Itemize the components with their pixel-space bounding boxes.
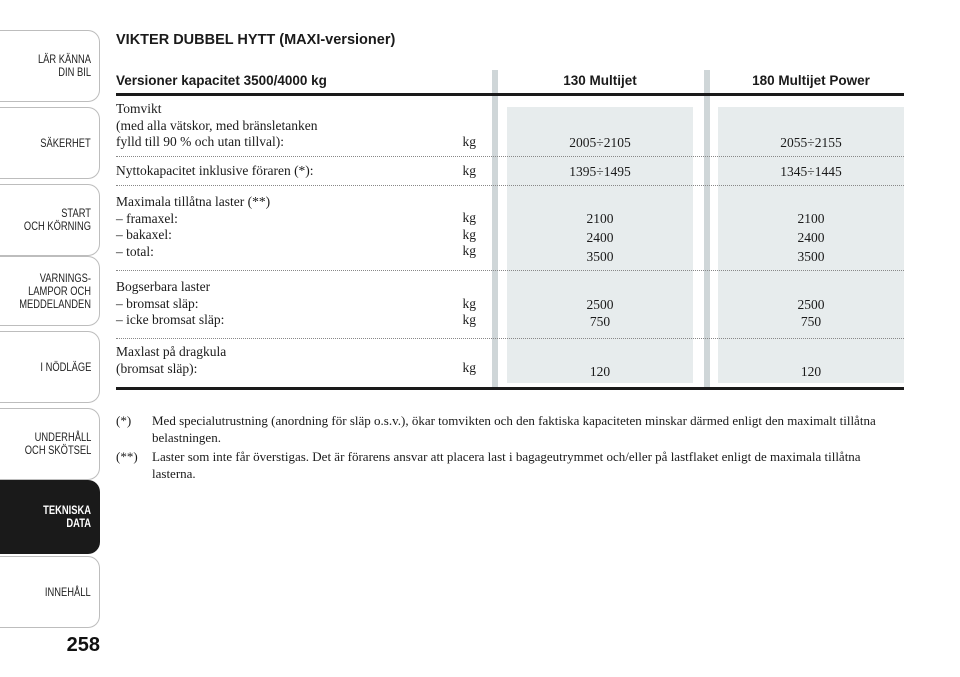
value-cell: 2400 <box>586 230 614 245</box>
tab-innehall[interactable]: INNEHÅLL <box>0 556 100 628</box>
section-title: VIKTER DUBBEL HYTT (MAXI-versioner) <box>116 32 396 48</box>
footnote-2: (**) Laster som inte får överstigas. Det är förarens ansvar att placera last i bagageutrymmet och/eller på lastflaket enligt de maximala tillåtna lasterna. <box>116 449 861 481</box>
value-cell: 120 <box>800 364 822 379</box>
value-cell: 750 <box>589 314 611 329</box>
unit-label: kg <box>462 296 476 311</box>
value-cell: 3500 <box>797 249 825 264</box>
tab-lar-kanna-din-bil[interactable]: LÄR KÄNNA DIN BIL <box>0 30 100 102</box>
row-label-maximala-laster: Maximala tillåtna laster (**) – framaxel: – bakaxel: – total: <box>116 194 271 259</box>
row-label-tomvikt: Tomvikt (med alla vätskor, med bränsletanken fylld till 90 % och utan tillval): <box>116 101 318 149</box>
value-cell: 750 <box>800 314 822 329</box>
column-divider <box>704 70 710 388</box>
tab-tekniska-data[interactable]: TEKNISKA DATA <box>0 480 100 554</box>
footnote-1: (*) Med specialutrustning (anordning för släp o.s.v.), ökar tomvikten och den faktiska kapaciteten minskar därmed enligt den maximalt tillåtna belastningen. <box>116 413 876 445</box>
value-cell: 3500 <box>586 249 614 264</box>
table-header-versions: Versioner kapacitet 3500/4000 kg <box>116 73 327 88</box>
tab-underhall-och-skotsel[interactable]: UNDERHÅLL OCH SKÖTSEL <box>0 408 100 480</box>
value-cell: 2005÷2105 <box>569 135 631 150</box>
row-label-nyttokapacitet: Nyttokapacitet inklusive föraren (*): <box>116 163 314 178</box>
unit-label: kg <box>462 243 476 258</box>
row-label-maxlast-dragkula: Maxlast på dragkula (bromsat släp): <box>116 344 227 376</box>
tab-sakerhet[interactable]: SÄKERHET <box>0 107 100 179</box>
tab-i-nodlage[interactable]: I NÖDLÄGE <box>0 331 100 403</box>
value-cell: 2400 <box>797 230 825 245</box>
value-cell: 2055÷2155 <box>780 135 842 150</box>
tab-start-och-korning[interactable]: START OCH KÖRNING <box>0 184 100 256</box>
row-divider <box>116 338 904 339</box>
footnotes <box>116 412 906 484</box>
tab-varningslampor[interactable]: VARNINGS- LAMPOR OCH MEDDELANDEN <box>0 256 100 326</box>
unit-label: kg <box>462 163 476 178</box>
row-divider <box>116 185 904 186</box>
page-number: 258 <box>66 634 100 656</box>
table-bottom-rule <box>116 387 904 390</box>
value-cell: 2500 <box>586 297 614 312</box>
row-label-bogserbara-laster: Bogserbara laster – bromsat släp: – icke bromsat släp: <box>116 279 225 327</box>
column-divider <box>492 70 498 388</box>
column-header-180-multijet-power: 180 Multijet Power <box>752 73 870 88</box>
value-cell: 120 <box>589 364 611 379</box>
unit-label: kg <box>462 360 476 375</box>
value-cell: 2100 <box>586 211 614 226</box>
column-header-130-multijet: 130 Multijet <box>563 73 637 88</box>
unit-label: kg <box>462 210 476 225</box>
value-cell: 1345÷1445 <box>780 164 842 179</box>
unit-label: kg <box>462 227 476 242</box>
value-cell: 2100 <box>797 211 825 226</box>
row-divider <box>116 156 904 157</box>
unit-label: kg <box>462 134 476 149</box>
header-rule <box>116 93 904 96</box>
value-cell: 1395÷1495 <box>569 164 631 179</box>
value-cell: 2500 <box>797 297 825 312</box>
row-divider <box>116 270 904 271</box>
unit-label: kg <box>462 312 476 327</box>
